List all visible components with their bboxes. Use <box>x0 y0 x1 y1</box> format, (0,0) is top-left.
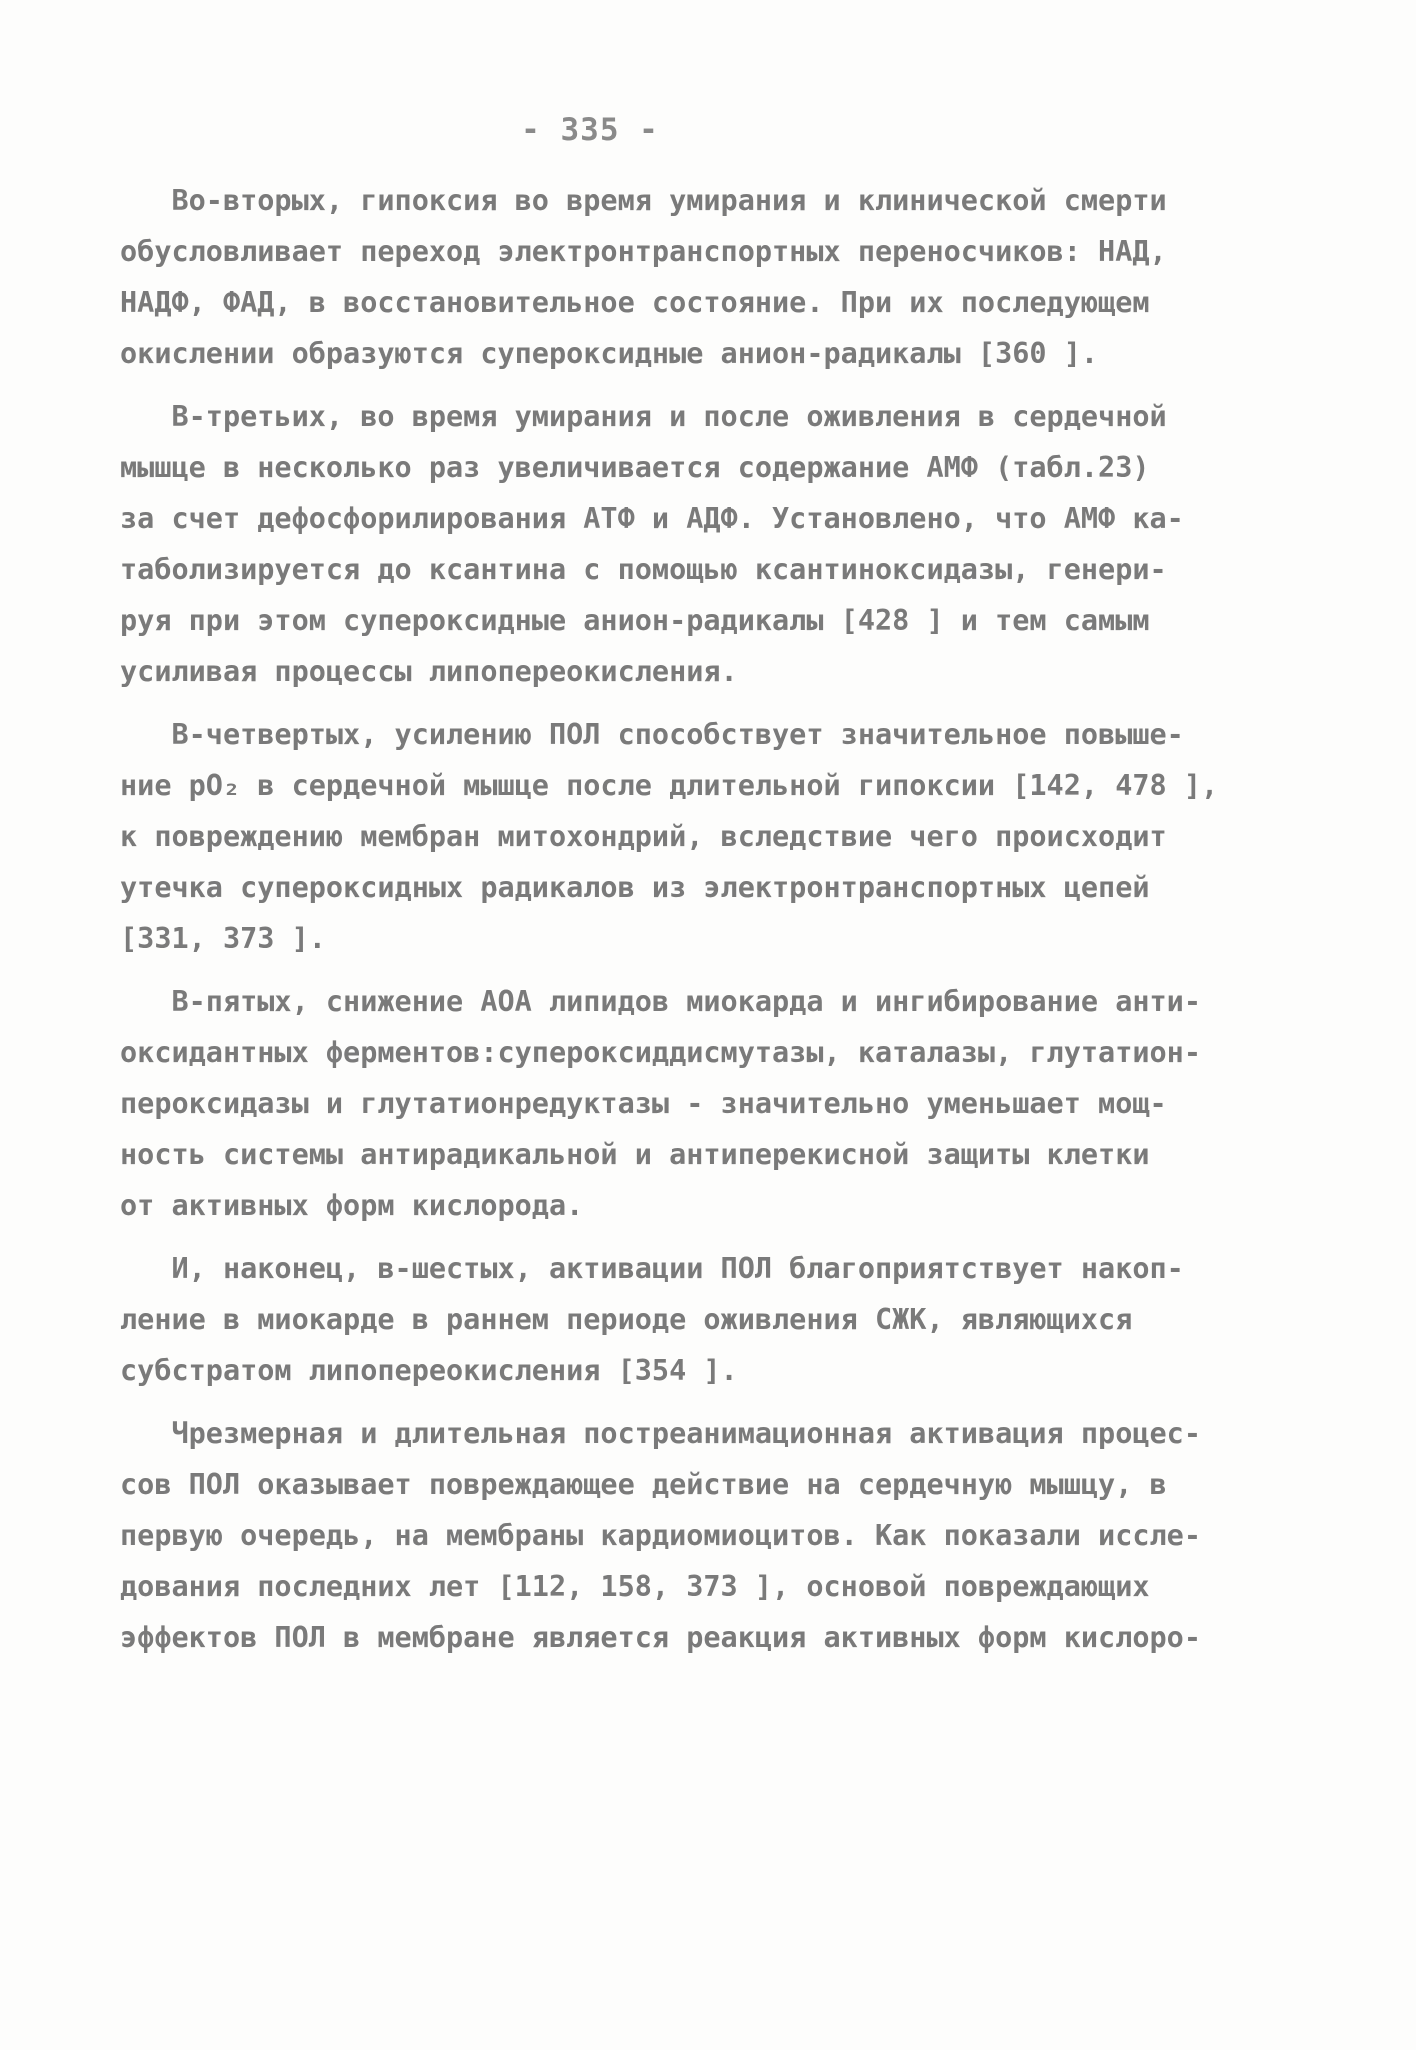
text-line: усиливая процессы липопереокисления. <box>120 655 738 688</box>
text-line: ние pO₂ в сердечной мышце после длительной гипоксии [142, 478 ], <box>120 769 1219 802</box>
text-line: Чрезмерная и длительная постреанимационная активация процес- <box>120 1417 1201 1450</box>
text-line: В-пятых, снижение АОА липидов миокарда и ингибирование анти- <box>120 985 1201 1018</box>
text-line: пероксидазы и глутатионредуктазы - значительно уменьшает мощ- <box>120 1087 1167 1120</box>
text-line: сов ПОЛ оказывает повреждающее действие на сердечную мышцу, в <box>120 1468 1167 1501</box>
text-line: окислении образуются супероксидные анион-радикалы [360 ]. <box>120 337 1099 370</box>
text-line: мышце в несколько раз увеличивается содержание АМФ (табл.23) <box>120 451 1150 484</box>
text-line: В-третьих, во время умирания и после оживления в сердечной <box>120 400 1167 433</box>
text-line: НАДФ, ФАД, в восстановительное состояние. При их последующем <box>120 286 1150 319</box>
text-line: от активных форм кислорода. <box>120 1189 584 1222</box>
paragraph-gap <box>120 1231 1270 1243</box>
text-line: за счет дефосфорилирования АТФ и АДФ. Установлено, что АМФ ка- <box>120 502 1184 535</box>
text-line: эффектов ПОЛ в мембране является реакция активных форм кислоро- <box>120 1621 1201 1654</box>
text-line: [331, 373 ]. <box>120 922 326 955</box>
paragraph-1 <box>120 175 1270 379</box>
text-line: руя при этом супероксидные анион-радикалы [428 ] и тем самым <box>120 604 1150 637</box>
paragraph-2 <box>120 391 1270 697</box>
text-line: ление в миокарде в раннем периоде оживления СЖК, являющихся <box>120 1303 1133 1336</box>
text-line: оксидантных ферментов:супероксиддисмутазы, каталазы, глутатион- <box>120 1036 1201 1069</box>
text-line: утечка супероксидных радикалов из электронтранспортных цепей <box>120 871 1150 904</box>
text-line: субстратом липопереокисления [354 ]. <box>120 1354 738 1387</box>
text-line: В-четвертых, усилению ПОЛ способствует значительное повыше- <box>120 718 1184 751</box>
paragraph-gap <box>120 964 1270 976</box>
text-line: таболизируется до ксантина с помощью ксантиноксидазы, генери- <box>120 553 1167 586</box>
paragraph-3 <box>120 709 1270 964</box>
body-text <box>120 175 1270 1663</box>
text-line: И, наконец, в-шестых, активации ПОЛ благоприятствует накоп- <box>120 1252 1184 1285</box>
text-line: дования последних лет [112, 158, 373 ], основой повреждающих <box>120 1570 1150 1603</box>
page-number: - 335 - <box>521 112 659 148</box>
paragraph-gap <box>120 1396 1270 1408</box>
paragraph-gap <box>120 379 1270 391</box>
paragraph-4 <box>120 976 1270 1231</box>
paragraph-gap <box>120 697 1270 709</box>
text-line: ность системы антирадикальной и антиперекисной защиты клетки <box>120 1138 1150 1171</box>
text-line: к повреждению мембран митохондрий, вследствие чего происходит <box>120 820 1167 853</box>
text-line: первую очередь, на мембраны кардиомиоцитов. Как показали иссле- <box>120 1519 1201 1552</box>
paragraph-5 <box>120 1243 1270 1396</box>
text-line: обусловливает переход электронтранспортных переносчиков: НАД, <box>120 235 1167 268</box>
paragraph-6 <box>120 1408 1270 1663</box>
text-line: Во-вторых, гипоксия во время умирания и клинической смерти <box>120 184 1167 217</box>
